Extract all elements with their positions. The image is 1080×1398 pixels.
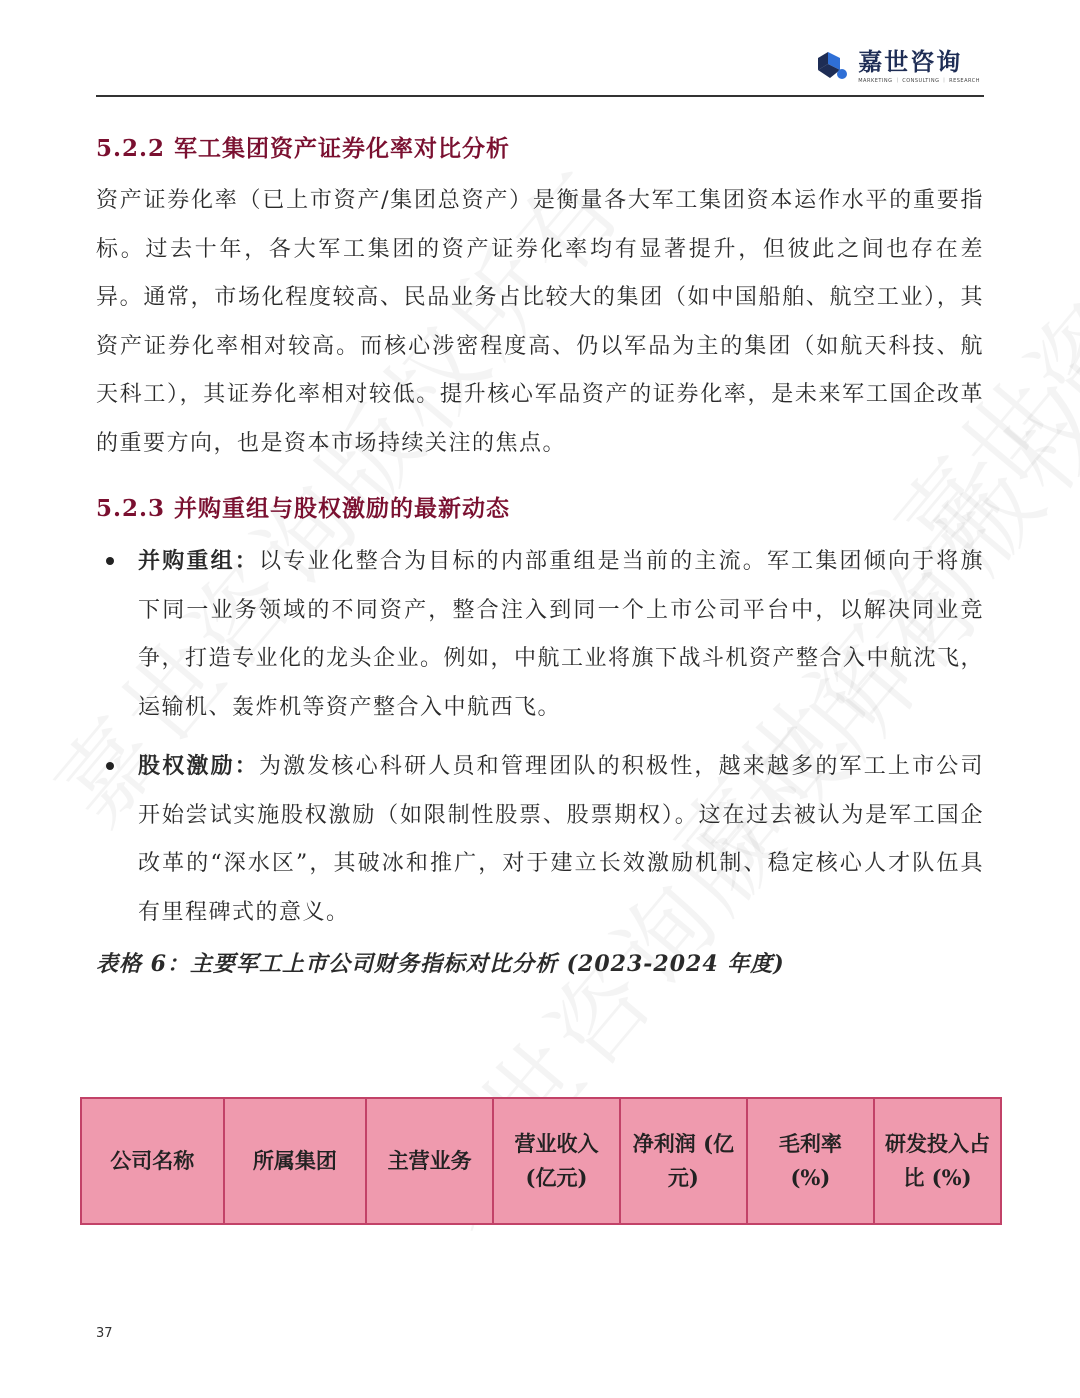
financial-table [80, 1097, 1002, 1225]
bullet-term: 股权激励： [138, 753, 259, 779]
header-divider [96, 95, 984, 97]
brand-logo [814, 48, 980, 84]
table-header-cell: 毛利率 (%) [747, 1098, 874, 1224]
table-header-cell: 研发投入占比 (%) [874, 1098, 1001, 1224]
bullet-dot-icon [106, 557, 114, 565]
table-caption: 表格 6：主要军工上市公司财务指标对比分析 (2023-2024 年度) [96, 951, 785, 977]
bullet-text: 为激发核心科研人员和管理团队的积极性，越来越多的军工上市公司开始尝试实施股权激励（如限制性股票、股票期权）。这在过去被认为是军工国企改革的“深水区”，其破冰和推广，对于建立长效激励机制、稳定核心人才队伍具有里程碑式的意义。 [138, 754, 984, 925]
section-heading: 5.2.2 军工集团资产证券化率对比分析 [96, 135, 511, 162]
bullet-text: 以专业化整合为目标的内部重组是当前的主流。军工集团倾向于将旗下同一业务领域的不同资产，整合注入到同一个上市公司平台中，以解决同业竞争，打造专业化的龙头企业。例如，中航工业将旗下战斗机资产整合入中航沈飞，运输机、轰炸机等资产整合入中航西飞。 [138, 549, 985, 720]
main-content [96, 120, 984, 978]
table-header-cell: 营业收入 (亿元) [493, 1098, 620, 1224]
section-paragraph: 资产证券化率（已上市资产/集团总资产）是衡量各大军工集团资本运作水平的重要指标。过去十年，各大军工集团的资产证券化率均有显著提升，但彼此之间也存在差异。通常，市场化程度较高、民品业务占比较大的集团（如中国船舶、航空工业），其资产证券化率相对较高。而核心涉密程度高、仍以军品为主的集团（如航天科技、航天科工），其证券化率相对较低。提升核心军品资产的证券化率，是未来军工国企改革的重要方向，也是资本市场持续关注的焦点。 [96, 188, 984, 456]
list-item [96, 537, 984, 732]
bullet-term: 并购重组： [138, 548, 259, 574]
brand-tagline: MARKETING ｜ CONSULTING ｜ RESEARCH [858, 77, 980, 84]
table-header-cell: 主营业务 [366, 1098, 493, 1224]
page-header [96, 40, 984, 96]
table-header-cell: 公司名称 [81, 1098, 224, 1224]
page-number: 37 [96, 1326, 113, 1341]
brand-name: 嘉世咨询 [858, 47, 963, 76]
table-header-cell: 净利润 (亿元) [620, 1098, 747, 1224]
bullet-dot-icon [106, 762, 114, 770]
list-item [96, 742, 984, 937]
table-header-cell: 所属集团 [224, 1098, 367, 1224]
table-header-row [81, 1098, 1001, 1224]
bullet-list [96, 537, 984, 937]
brand-logo-icon [814, 48, 850, 84]
section-heading: 5.2.3 并购重组与股权激励的最新动态 [96, 495, 511, 522]
